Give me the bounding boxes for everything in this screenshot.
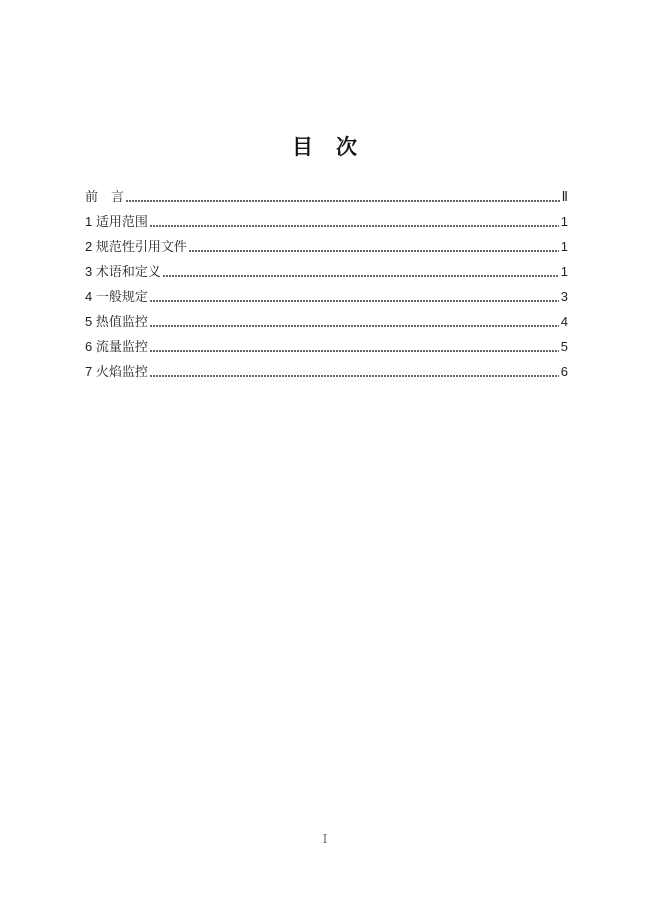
- toc-entry-page: Ⅱ: [561, 189, 568, 204]
- toc-entry-label: 2 规范性引用文件: [85, 239, 187, 254]
- toc-entry-label: 1 适用范围: [85, 214, 148, 229]
- toc-entry-page: 1: [560, 214, 568, 229]
- dot-leader: [150, 212, 559, 231]
- dot-leader: [150, 362, 559, 381]
- toc-entry-general-provisions: [85, 281, 568, 306]
- toc-entry-label: 7 火焰监控: [85, 364, 148, 379]
- toc-entry-page: 1: [560, 239, 568, 254]
- toc-entry-label: 6 流量监控: [85, 339, 148, 354]
- toc-entry-flow-monitoring: [85, 331, 568, 356]
- toc-entry-page: 4: [560, 314, 568, 329]
- toc-entry-scope: [85, 206, 568, 231]
- dot-leader: [150, 337, 559, 356]
- toc-entry-page: 1: [560, 264, 568, 279]
- toc-entry-terms-definitions: [85, 256, 568, 281]
- page-title: 目 次: [292, 136, 358, 159]
- toc-entry-page: 3: [560, 289, 568, 304]
- toc-entry-foreword: [85, 181, 568, 206]
- toc-entry-calorific-value-monitoring: [85, 306, 568, 331]
- toc-entry-page: 6: [560, 364, 568, 379]
- dot-leader: [150, 287, 559, 306]
- toc-entry-label: 3 术语和定义: [85, 264, 161, 279]
- toc-entry-page: 5: [560, 339, 568, 354]
- toc-entry-label: 4 一般规定: [85, 289, 148, 304]
- dot-leader: [189, 237, 559, 256]
- toc-entry-label: 5 热值监控: [85, 314, 148, 329]
- dot-leader: [163, 262, 559, 281]
- dot-leader: [150, 312, 559, 331]
- toc-entry-normative-references: [85, 231, 568, 256]
- table-of-contents: [85, 181, 568, 381]
- footer-page-number: Ⅰ: [322, 832, 328, 846]
- toc-entry-label: 前 言: [85, 189, 125, 204]
- dot-leader: [126, 187, 560, 206]
- toc-entry-flame-monitoring: [85, 356, 568, 381]
